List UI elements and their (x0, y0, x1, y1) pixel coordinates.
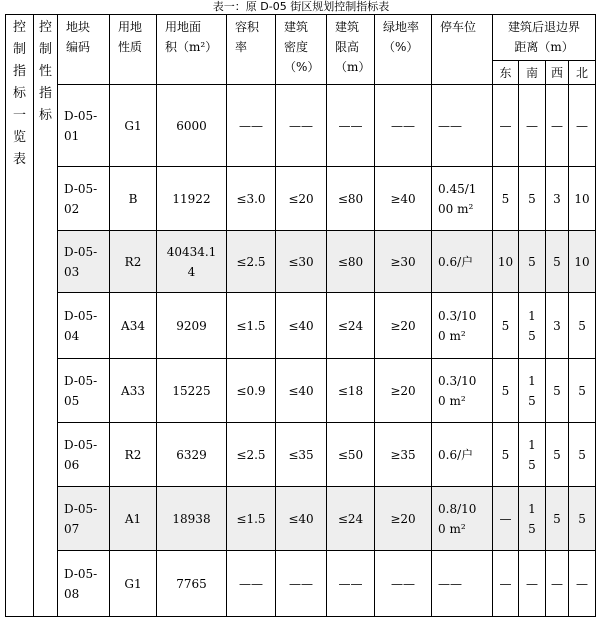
side-label-inner: 控制性指标 (38, 20, 52, 123)
cell-green: ≥20 (375, 293, 432, 359)
table-row (6, 167, 596, 231)
cell-west: — (546, 551, 569, 617)
cell-east: — (493, 551, 519, 617)
cell-south: 1 5 (519, 359, 546, 423)
cell-parking: 0.45/1 00 m² (432, 167, 493, 231)
cell-parking: 0.3/10 0 m² (432, 293, 493, 359)
header-height: 建筑 限高 （m） (327, 15, 375, 85)
cell-green: —— (375, 85, 432, 167)
table-row (6, 231, 596, 293)
table-row (6, 85, 596, 167)
cell-north: 5 (569, 487, 596, 551)
cell-east: 5 (493, 293, 519, 359)
cell-density: ≤35 (276, 423, 327, 487)
cell-parking: —— (432, 551, 493, 617)
cell-east: 5 (493, 167, 519, 231)
cell-density: ≤40 (276, 359, 327, 423)
cell-density: —— (276, 551, 327, 617)
cell-far: ≤1.5 (227, 487, 276, 551)
cell-west: 5 (546, 231, 569, 293)
header-green: 绿地率 （%） (375, 15, 432, 85)
cell-green: ≥30 (375, 231, 432, 293)
cell-code: D-05- 05 (58, 359, 110, 423)
header-density: 建筑 密度 （%） (276, 15, 327, 85)
cell-height: ≤80 (327, 231, 375, 293)
cell-height: —— (327, 551, 375, 617)
cell-density: ≤30 (276, 231, 327, 293)
cell-south: 5 (519, 231, 546, 293)
cell-far: —— (227, 551, 276, 617)
side-label-outer-cell (6, 15, 34, 617)
cell-parking: 0.8/10 0 m² (432, 487, 493, 551)
table-row (6, 423, 596, 487)
control-index-table (5, 14, 596, 617)
cell-north: 5 (569, 293, 596, 359)
table-caption: 表一：原 D-05 街区规划控制指标表 (212, 0, 390, 13)
cell-nature: G1 (110, 85, 157, 167)
table-row (6, 359, 596, 423)
side-label-outer: 控制指标一览表 (12, 20, 26, 167)
header-west: 西 (546, 61, 569, 85)
cell-nature: R2 (110, 231, 157, 293)
cell-nature: R2 (110, 423, 157, 487)
cell-nature: A33 (110, 359, 157, 423)
header-parking: 停车位 (432, 15, 493, 85)
cell-far: ≤2.5 (227, 231, 276, 293)
cell-height: ≤18 (327, 359, 375, 423)
cell-height: —— (327, 85, 375, 167)
cell-north: 10 (569, 167, 596, 231)
cell-north: 10 (569, 231, 596, 293)
cell-parking: —— (432, 85, 493, 167)
cell-area: 15225 (157, 359, 227, 423)
cell-code: D-05- 03 (58, 231, 110, 293)
cell-green: ≥20 (375, 359, 432, 423)
side-label-inner-cell (34, 15, 58, 617)
header-far: 容积 率 (227, 15, 276, 85)
cell-west: 5 (546, 487, 569, 551)
cell-area: 18938 (157, 487, 227, 551)
cell-density: ≤20 (276, 167, 327, 231)
cell-west: 5 (546, 423, 569, 487)
cell-parking: 0.3/10 0 m² (432, 359, 493, 423)
cell-nature: G1 (110, 551, 157, 617)
cell-south: 5 (519, 167, 546, 231)
cell-far: ≤1.5 (227, 293, 276, 359)
cell-east: — (493, 85, 519, 167)
cell-east: — (493, 487, 519, 551)
cell-height: ≤50 (327, 423, 375, 487)
cell-code: D-05- 07 (58, 487, 110, 551)
cell-area: 6000 (157, 85, 227, 167)
cell-parking: 0.6/户 (432, 423, 493, 487)
cell-west: 3 (546, 293, 569, 359)
cell-south: 1 5 (519, 487, 546, 551)
cell-south: 1 5 (519, 423, 546, 487)
cell-west: — (546, 85, 569, 167)
cell-area: 9209 (157, 293, 227, 359)
cell-green: ≥20 (375, 487, 432, 551)
cell-north: — (569, 551, 596, 617)
table-row (6, 487, 596, 551)
cell-south: 1 5 (519, 293, 546, 359)
cell-code: D-05- 02 (58, 167, 110, 231)
header-south: 南 (519, 61, 546, 85)
cell-south: — (519, 551, 546, 617)
cell-height: ≤24 (327, 487, 375, 551)
table-row (6, 293, 596, 359)
cell-code: D-05- 01 (58, 85, 110, 167)
header-setback: 建筑后退边界 距离（m） (493, 15, 596, 61)
cell-green: ≥35 (375, 423, 432, 487)
cell-green: ≥40 (375, 167, 432, 231)
cell-north: 5 (569, 359, 596, 423)
cell-area: 11922 (157, 167, 227, 231)
cell-north: 5 (569, 423, 596, 487)
cell-nature: A1 (110, 487, 157, 551)
cell-height: ≤80 (327, 167, 375, 231)
cell-south: — (519, 85, 546, 167)
cell-far: ≤0.9 (227, 359, 276, 423)
cell-east: 5 (493, 359, 519, 423)
cell-code: D-05- 04 (58, 293, 110, 359)
header-east: 东 (493, 61, 519, 85)
cell-density: —— (276, 85, 327, 167)
cell-west: 3 (546, 167, 569, 231)
cell-green: —— (375, 551, 432, 617)
cell-area: 6329 (157, 423, 227, 487)
cell-east: 10 (493, 231, 519, 293)
header-code: 地块 编码 (58, 15, 110, 85)
cell-code: D-05- 08 (58, 551, 110, 617)
cell-density: ≤40 (276, 293, 327, 359)
cell-height: ≤24 (327, 293, 375, 359)
cell-west: 5 (546, 359, 569, 423)
header-north: 北 (569, 61, 596, 85)
cell-parking: 0.6/户 (432, 231, 493, 293)
table-row (6, 551, 596, 617)
cell-north: — (569, 85, 596, 167)
cell-far: ≤2.5 (227, 423, 276, 487)
cell-nature: A34 (110, 293, 157, 359)
cell-area: 40434.1 4 (157, 231, 227, 293)
header-area: 用地面 积（m²） (157, 15, 227, 85)
cell-density: ≤40 (276, 487, 327, 551)
cell-code: D-05- 06 (58, 423, 110, 487)
cell-nature: B (110, 167, 157, 231)
cell-far: ≤3.0 (227, 167, 276, 231)
header-nature: 用地 性质 (110, 15, 157, 85)
cell-area: 7765 (157, 551, 227, 617)
cell-far: —— (227, 85, 276, 167)
cell-east: 5 (493, 423, 519, 487)
